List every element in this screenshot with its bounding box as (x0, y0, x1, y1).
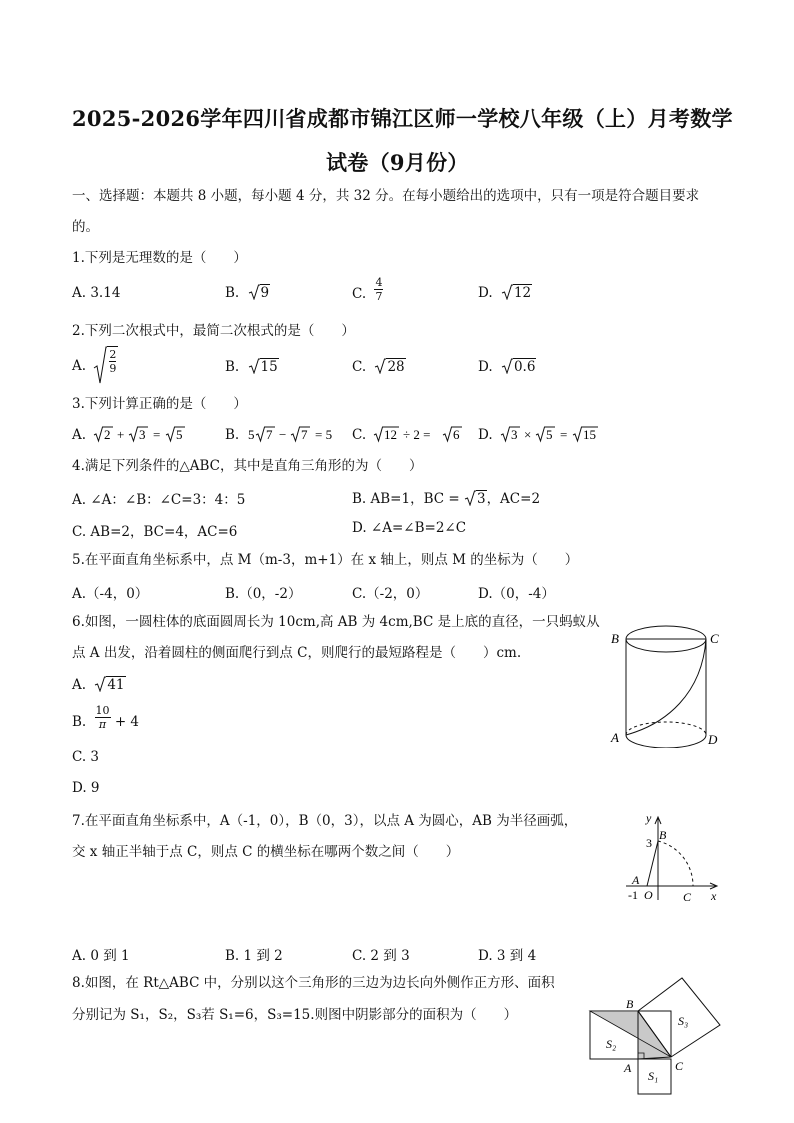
q1-option-c: C. $\frac{4}{7}$ (352, 276, 383, 303)
svg-text:6: 6 (453, 427, 460, 442)
label-b: B (626, 997, 634, 1011)
svg-text:−: − (278, 427, 286, 442)
page-title-line2: 试卷（9月份） (326, 150, 469, 175)
section-header-line1: 一、选择题：本题共 8 小题，每小题 4 分，共 32 分。在每小题给出的选项中，只有一项是符合题目要求 (72, 188, 700, 204)
label-a: A (611, 730, 619, 745)
q6-option-c: C. 3 (72, 749, 100, 765)
q3-option-d: D. 3 × 5 = 15 (478, 425, 624, 443)
q6-stem-line2: 点 A 出发，沿着圆柱的侧面爬行到点 C，则爬行的最短路程是（ ）cm. (72, 645, 522, 661)
label-x: x (711, 889, 717, 903)
svg-text:7: 7 (265, 427, 273, 442)
q1-option-a: A. 3.14 (72, 285, 121, 301)
q3-b-formula (247, 425, 351, 443)
sqrt-sign-icon (374, 358, 386, 374)
svg-text:5: 5 (545, 427, 553, 442)
q4-option-c: C. AB=2，BC=4，AC=6 (72, 524, 238, 540)
svg-text:= 5: = 5 (314, 427, 332, 442)
q5-stem: 5.在平面直角坐标系中，点 M（m-3，m+1）在 x 轴上，则点 M 的坐标为（ ） (72, 552, 579, 568)
svg-text:×: × (523, 427, 532, 442)
svg-text:5: 5 (176, 427, 183, 442)
q7-coordinate-figure (622, 812, 726, 904)
q7-option-c: C. 2 到 3 (352, 948, 410, 964)
shaded-triangle (590, 1011, 671, 1057)
svg-text:5: 5 (247, 427, 255, 442)
label-c: C (710, 631, 719, 646)
q7-stem-line2: 交 x 轴正半轴于点 C，则点 C 的横坐标在哪两个数之间（ ） (72, 844, 460, 860)
q7-option-d: D. 3 到 4 (478, 948, 537, 964)
q8-squares-figure (586, 972, 726, 1098)
q2-option-b: B. 15 (225, 359, 278, 375)
svg-text:7: 7 (300, 427, 308, 442)
q8-stem-line2: 分别记为 S₁，S₂，S₃若 S₁=6，S₃=15.则图中阴影部分的面积为（ ） (72, 1007, 518, 1023)
label-neg1: -1 (628, 888, 638, 902)
q3-a-formula (93, 425, 197, 443)
q8-stem-line1: 8.如图，在 Rt△ABC 中，分别以这个三角形的三边为边长向外侧作正方形、面积 (72, 975, 555, 991)
q3-option-b: B. 5 7 − 7 = 5 (225, 425, 351, 443)
svg-text:3: 3 (510, 427, 518, 442)
q4-option-b: B. AB=1，BC = 3，AC=2 (352, 491, 541, 507)
q5-option-b: B.（0，-2） (225, 586, 302, 602)
label-o: O (644, 888, 653, 902)
q6-stem-line1: 6.如图，一圆柱体的底面圆周长为 10cm,高 AB 为 4cm,BC 是上底的直径，一只蚂蚁从 (72, 614, 600, 630)
q4-option-d: D. ∠A=∠B=2∠C (352, 520, 467, 536)
q6-option-a: A. 41 (72, 677, 125, 693)
svg-text:12: 12 (384, 427, 398, 442)
sqrt-sign-icon (93, 346, 107, 384)
q2-option-d: D. 0.6 (478, 359, 536, 375)
svg-text:+: + (117, 427, 125, 442)
section-header-line2: 的。 (72, 219, 99, 235)
label-s3: S₃ (678, 1014, 689, 1028)
q1-option-d: D. 12 (478, 285, 532, 301)
q3-option-a: A. 2 + 3 = 5 (72, 425, 197, 443)
q6-option-b: B. $\frac{10}{\pi}$ + 4 (72, 704, 140, 731)
label-c: C (683, 890, 692, 904)
svg-text:÷ 2 =: ÷ 2 = (403, 427, 431, 442)
svg-text:15: 15 (582, 427, 596, 442)
q1-stem: 1.下列是无理数的是（ ） (72, 250, 247, 266)
q3-option-c: C. 12 ÷ 2 = 6 (352, 425, 485, 443)
label-b: B (611, 631, 619, 646)
sqrt-sign-icon (94, 676, 106, 692)
q1-option-b: B. 9 (225, 285, 270, 301)
q2-stem: 2.下列二次根式中，最简二次根式的是（ ） (72, 323, 355, 339)
sqrt-sign-icon (248, 284, 260, 300)
q3-c-formula (373, 425, 485, 443)
q7-option-a: A. 0 到 1 (72, 948, 130, 964)
q4-option-a: A. ∠A：∠B：∠C=3：4：5 (72, 492, 246, 508)
q5-option-c: C.（-2，0） (352, 586, 429, 602)
label-3: 3 (646, 836, 652, 850)
label-s2: S₂ (606, 1037, 617, 1051)
sqrt-sign-icon (464, 490, 476, 506)
q3-stem: 3.下列计算正确的是（ ） (72, 396, 247, 412)
arc-bc (658, 841, 693, 886)
label-s1: S₁ (648, 1069, 659, 1083)
sqrt-sign-icon (501, 284, 513, 300)
q3-d-formula (500, 425, 624, 443)
label-y: y (646, 812, 652, 825)
q4-stem: 4.满足下列条件的△ABC，其中是直角三角形的为（ ） (72, 458, 423, 474)
svg-text:=: = (153, 427, 161, 442)
label-d: D (708, 732, 718, 747)
q6-cylinder-figure (606, 624, 726, 748)
svg-text:3: 3 (139, 427, 146, 442)
q5-option-a: A.（-4，0） (72, 586, 149, 602)
label-c: C (675, 1059, 684, 1073)
label-b: B (659, 828, 667, 842)
label-a: A (624, 1061, 632, 1075)
label-a: A (632, 873, 640, 887)
ant-path (626, 639, 706, 735)
sqrt-sign-icon (248, 358, 260, 374)
q7-option-b: B. 1 到 2 (225, 948, 283, 964)
q5-option-d: D.（0，-4） (478, 586, 555, 602)
q7-stem-line1: 7.在平面直角坐标系中，A（-1，0），B（0，3），以点 A 为圆心，AB 为半径画弧， (72, 813, 578, 829)
page-title-line1: 2025-2026学年四川省成都市锦江区师一学校八年级（上）月考数学 (72, 106, 733, 131)
q2-option-a: A. $\frac{2}{9}$ (72, 346, 118, 384)
cylinder-bottom-front (626, 735, 706, 748)
cylinder-bottom-back (626, 722, 706, 735)
q6-option-d: D. 9 (72, 780, 100, 796)
sqrt-sign-icon (501, 358, 513, 374)
svg-text:=: = (559, 427, 568, 442)
q2-option-c: C. 28 (352, 359, 405, 375)
svg-text:2: 2 (104, 427, 111, 442)
